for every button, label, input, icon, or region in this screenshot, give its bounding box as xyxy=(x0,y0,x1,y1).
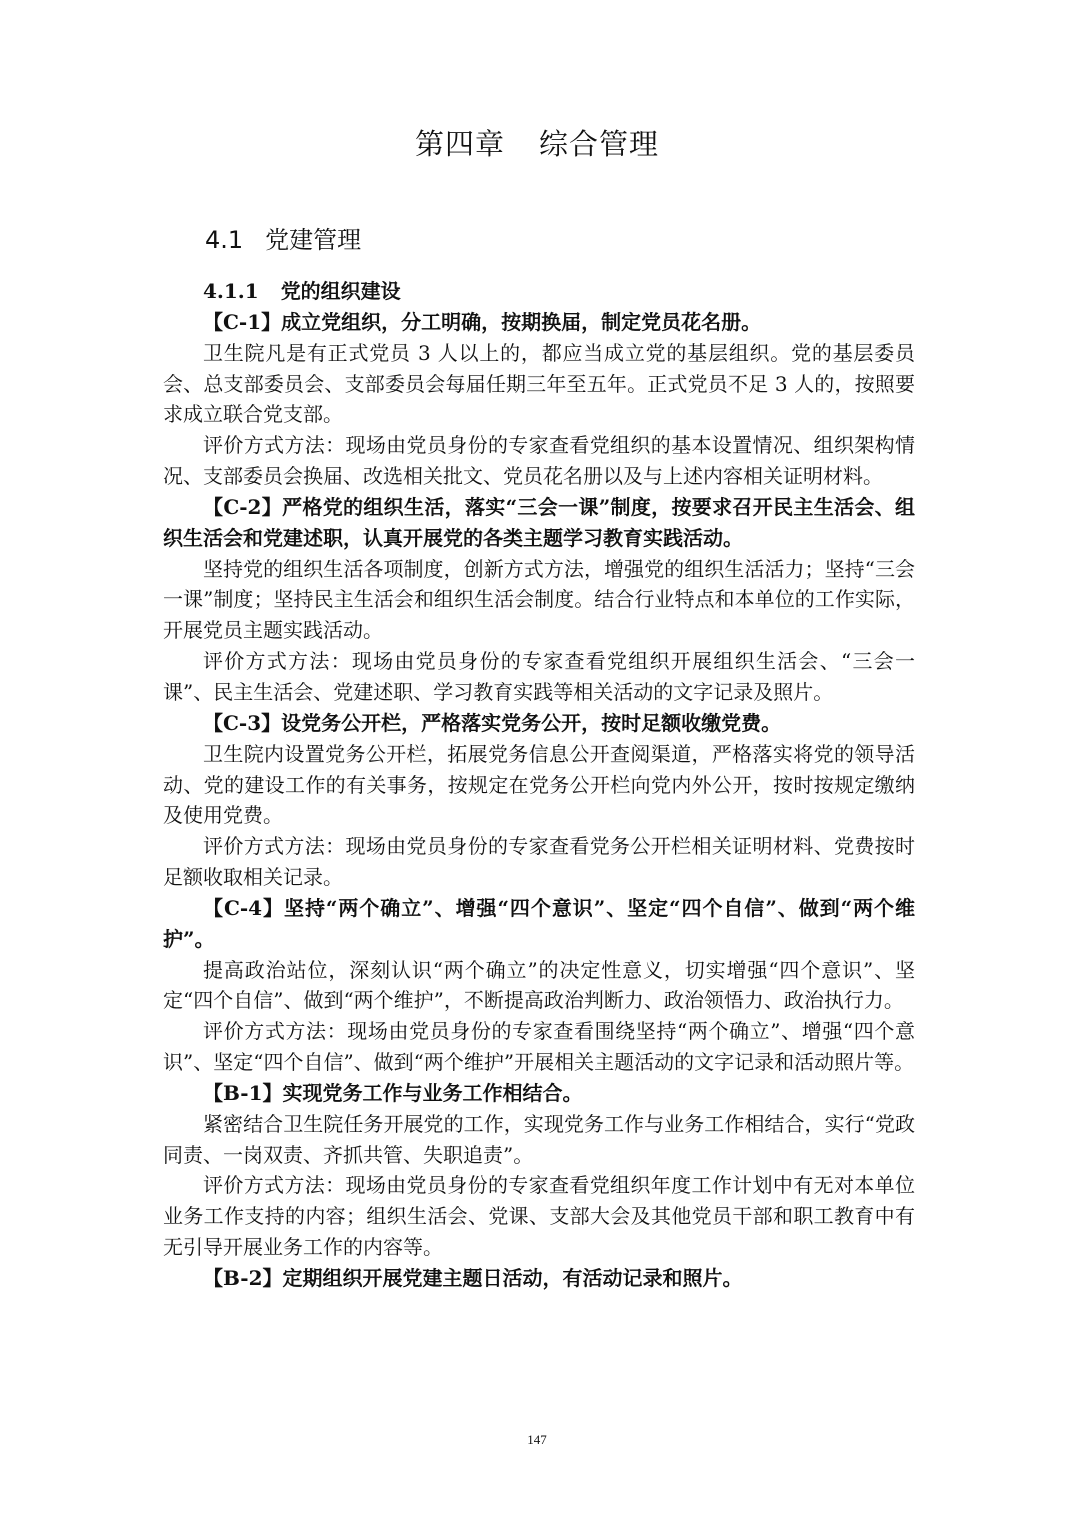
criterion-c4: 【C-4】坚持“两个确立”、增强“四个意识”、坚定“四个自信”、做到“两个维护”。 xyxy=(163,895,915,951)
subsection-heading xyxy=(163,276,915,307)
paragraph: 评价方式方法：现场由党员身份的专家查看党务公开栏相关证明材料、党费按时足额收取相关记录。 xyxy=(163,834,915,890)
criterion-c3: 【C-3】设党务公开栏，严格落实党务公开，按时足额收缴党费。 xyxy=(203,710,782,735)
section-title: 党建管理 xyxy=(265,226,362,254)
paragraph: 评价方式方法：现场由党员身份的专家查看党组织开展组织生活会、“三会一课”、民主生活会、党建述职、学习教育实践等相关活动的文字记录及照片。 xyxy=(163,649,915,704)
subsection-number: 4.1.1 xyxy=(203,279,259,303)
paragraph: 评价方式方法：现场由党员身份的专家查看党组织的基本设置情况、组织架构情况、支部委员会换届、改选相关批文、党员花名册以及与上述内容相关证明材料。 xyxy=(163,433,915,489)
paragraph: 坚持党的组织生活各项制度，创新方式方法，增强党的组织生活活力；坚持“三会一课”制度；坚持民主生活会和组织生活会制度。结合行业特点和本单位的工作实际，开展党员主题实践活动。 xyxy=(163,556,915,643)
criterion-c1: 【C-1】成立党组织，分工明确，按期换届，制定党员花名册。 xyxy=(203,309,762,334)
paragraph: 评价方式方法：现场由党员身份的专家查看党组织年度工作计划中有无对本单位业务工作支持的内容；组织生活会、党课、支部大会及其他党员干部和职工教育中有无引导开展业务工作的内容等。 xyxy=(163,1173,915,1260)
page-number: 147 xyxy=(527,1432,547,1447)
criterion-b2: 【B-2】定期组织开展党建主题日活动，有活动记录和照片。 xyxy=(203,1266,743,1290)
paragraph: 卫生院内设置党务公开栏，拓展党务信息公开查阅渠道，严格落实将党的领导活动、党的建设工作的有关事务，按规定在党务公开栏向党内外公开，按时按规定缴纳及使用党费。 xyxy=(163,741,915,828)
chapter-title xyxy=(0,124,1074,164)
chapter-number: 第四章 xyxy=(414,127,505,161)
section-heading xyxy=(205,222,361,258)
criterion-b1: 【B-1】实现党务工作与业务工作相结合。 xyxy=(203,1080,583,1105)
paragraph: 卫生院凡是有正式党员 3 人以上的，都应当成立党的基层组织。党的基层委员会、总支部委员会、支部委员会每届任期三年至五年。正式党员不足 3 人的，按照要求成立联合党支部。 xyxy=(163,340,915,427)
subsection-title: 党的组织建设 xyxy=(280,279,401,303)
section-number: 4.1 xyxy=(205,226,244,254)
criterion-c2: 【C-2】严格党的组织生活，落实“三会一课”制度，按要求召开民主生活会、组织生活会和党建述职，认真开展党的各类主题学习教育实践活动。 xyxy=(163,494,915,550)
paragraph: 提高政治站位，深刻认识“两个确立”的决定性意义，切实增强“四个意识”、坚定“四个自信”、做到“两个维护”，不断提高政治判断力、政治领悟力、政治执行力。 xyxy=(163,957,915,1013)
paragraph: 评价方式方法：现场由党员身份的专家查看围绕坚持“两个确立”、增强“四个意识”、坚定“四个自信”、做到“两个维护”开展相关主题活动的文字记录和活动照片等。 xyxy=(163,1019,915,1075)
chapter-name: 综合管理 xyxy=(539,127,660,161)
paragraph: 紧密结合卫生院任务开展党的工作，实现党务工作与业务工作相结合，实行“党政同责、一岗双责、齐抓共管、失职追责”。 xyxy=(163,1111,915,1167)
body-text xyxy=(163,276,915,1294)
